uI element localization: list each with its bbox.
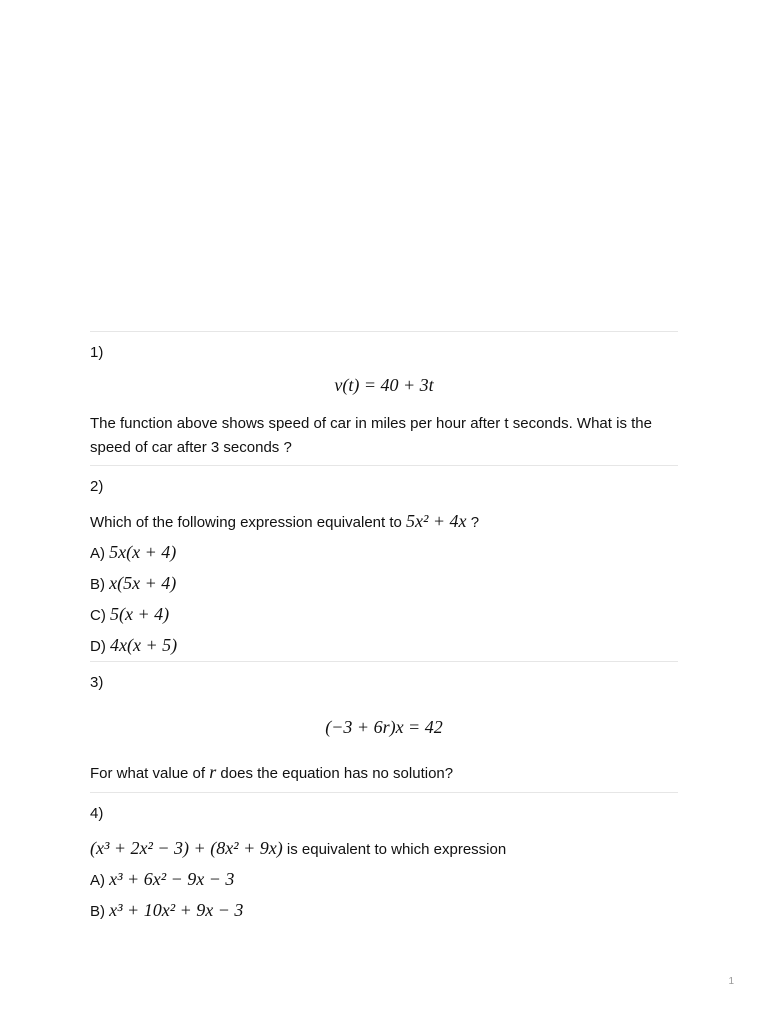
question-1 — [90, 331, 678, 460]
prompt-expression: (x³ + 2x² − 3) + (8x² + 9x) — [90, 838, 283, 858]
prompt-expression: 5x² + 4x — [406, 511, 467, 531]
question-2 — [90, 465, 678, 661]
question-number: 3) — [90, 674, 104, 691]
question-4-prompt — [90, 833, 678, 864]
formula: v(t) = 40 + 3t — [334, 375, 434, 395]
option-label: B) — [90, 903, 105, 920]
prompt-text: is equivalent to which expression — [286, 841, 507, 858]
option-expression: x³ + 10x² + 9x − 3 — [109, 900, 244, 920]
option-expression: 4x(x + 5) — [110, 635, 178, 655]
option-a — [90, 864, 678, 895]
prompt-text: Which of the following expression equivalent to — [90, 514, 402, 531]
option-label: A) — [90, 545, 105, 562]
option-c — [90, 599, 678, 630]
option-expression: x³ + 6x² − 9x − 3 — [109, 869, 235, 889]
text-after: does the equation has no solution? — [220, 765, 454, 782]
prompt-end: ? — [470, 514, 480, 531]
page-number: 1 — [728, 976, 734, 987]
formula: (−3 + 6r)x = 42 — [325, 717, 443, 737]
question-number: 4) — [90, 805, 104, 822]
option-b — [90, 568, 678, 599]
option-a — [90, 537, 678, 568]
option-label: D) — [90, 638, 106, 655]
option-expression: x(5x + 4) — [109, 573, 177, 593]
question-3-text — [90, 760, 678, 784]
option-label: B) — [90, 576, 105, 593]
option-expression: 5(x + 4) — [110, 604, 170, 624]
option-d — [90, 630, 678, 661]
question-4 — [90, 792, 678, 926]
option-label: A) — [90, 872, 105, 889]
text-before: For what value of — [90, 765, 206, 782]
variable: r — [209, 762, 217, 782]
question-number: 1) — [90, 344, 104, 361]
question-1-formula — [90, 372, 678, 398]
question-3 — [90, 661, 678, 784]
question-1-text: The function above shows speed of car in miles per hour after t seconds. What is the speed of car after 3 seconds ? — [90, 415, 652, 456]
question-number: 2) — [90, 478, 104, 495]
option-label: C) — [90, 607, 106, 624]
worksheet — [90, 331, 678, 926]
question-2-prompt — [90, 506, 678, 537]
question-3-formula — [90, 714, 678, 740]
option-b — [90, 895, 678, 926]
option-expression: 5x(x + 4) — [109, 542, 177, 562]
